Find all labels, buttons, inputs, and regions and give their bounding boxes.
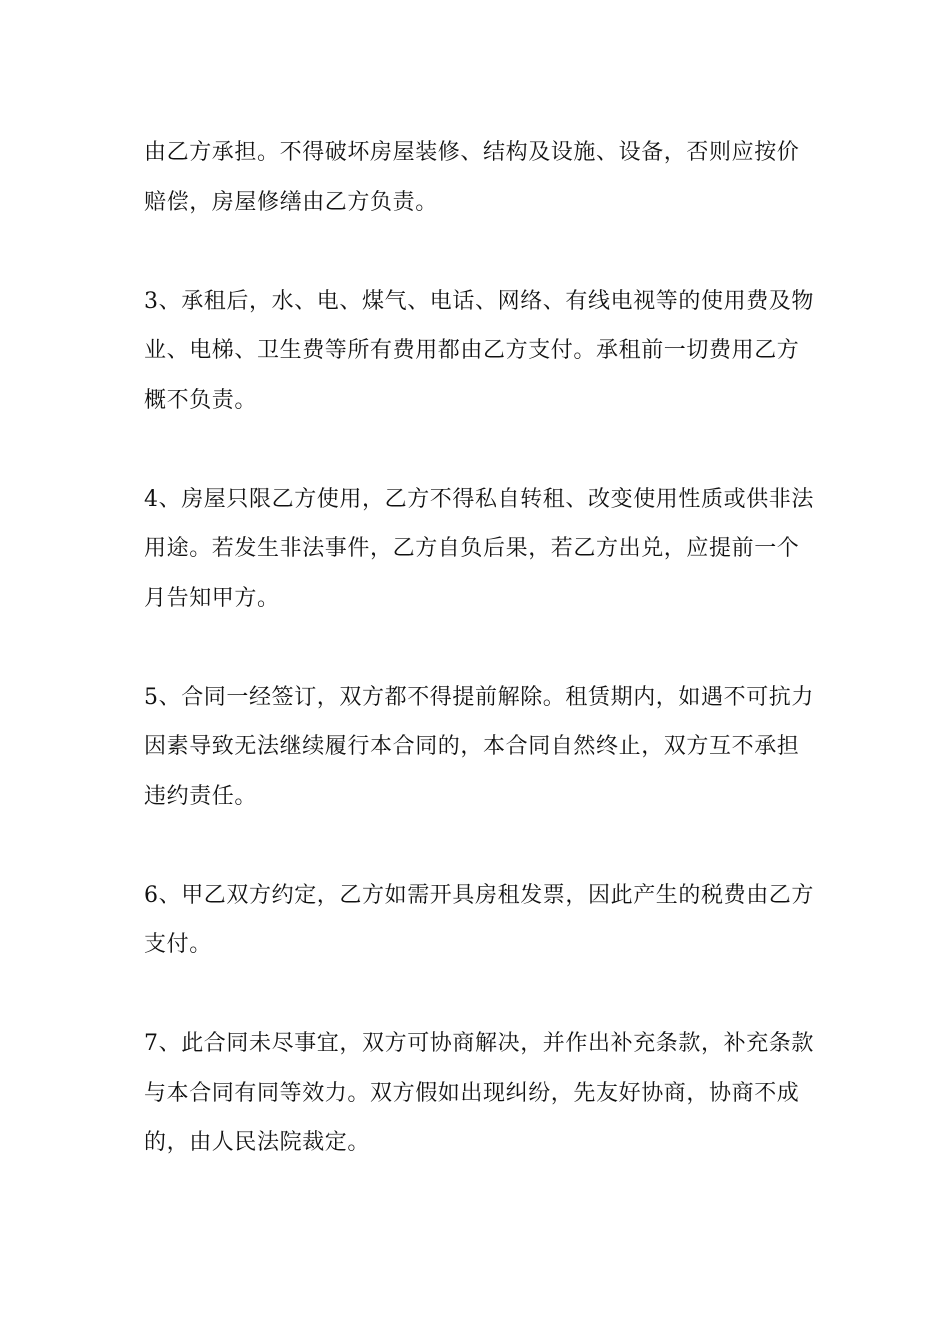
paragraph-clause-3 (144, 277, 814, 426)
text-line: 用途。若发生非法事件，乙方自负后果，若乙方出兑，应提前一个 (144, 536, 800, 561)
paragraph-clause-5 (144, 673, 814, 822)
text-line: 赔偿，房屋修缮由乙方负责。 (144, 189, 438, 215)
text-line: 与本合同有同等效力。双方假如出现纠纷，先友好协商，协商不成 (144, 1080, 800, 1106)
text-line: 业、电梯、卫生费等所有费用都由乙方支付。承租前一切费用乙方 (144, 338, 800, 363)
text-line: 概不负责。 (144, 387, 258, 413)
text-line: 4、房屋只限乙方使用，乙方不得私自转租、改变使用性质或供非法 (144, 486, 814, 512)
paragraph-clause-7 (144, 1019, 814, 1168)
text-line: 由乙方承担。不得破坏房屋装修、结构及设施、设备，否则应按价 (144, 140, 800, 165)
document-body (144, 128, 814, 1217)
text-line: 支付。 (144, 932, 212, 957)
paragraph-clause-6 (144, 871, 814, 970)
paragraph-clause-2-continued (144, 128, 806, 227)
text-line: 违约责任。 (144, 783, 258, 809)
text-line: 3、承租后，水、电、煤气、电话、网络、有线电视等的使用费及物 (144, 288, 814, 314)
text-line: 7、此合同未尽事宜，双方可协商解决，并作出补充条款，补充条款 (144, 1031, 814, 1056)
text-line: 5、合同一经签订，双方都不得提前解除。租赁期内，如遇不可抗力 (144, 684, 814, 710)
text-line: 的，由人民法院裁定。 (144, 1130, 371, 1155)
paragraph-clause-4 (144, 475, 814, 624)
text-line: 因素导致无法继续履行本合同的，本合同自然终止，双方互不承担 (144, 734, 800, 759)
text-line: 6、甲乙双方约定，乙方如需开具房租发票，因此产生的税费由乙方 (144, 882, 814, 908)
text-line: 月告知甲方。 (144, 585, 280, 611)
